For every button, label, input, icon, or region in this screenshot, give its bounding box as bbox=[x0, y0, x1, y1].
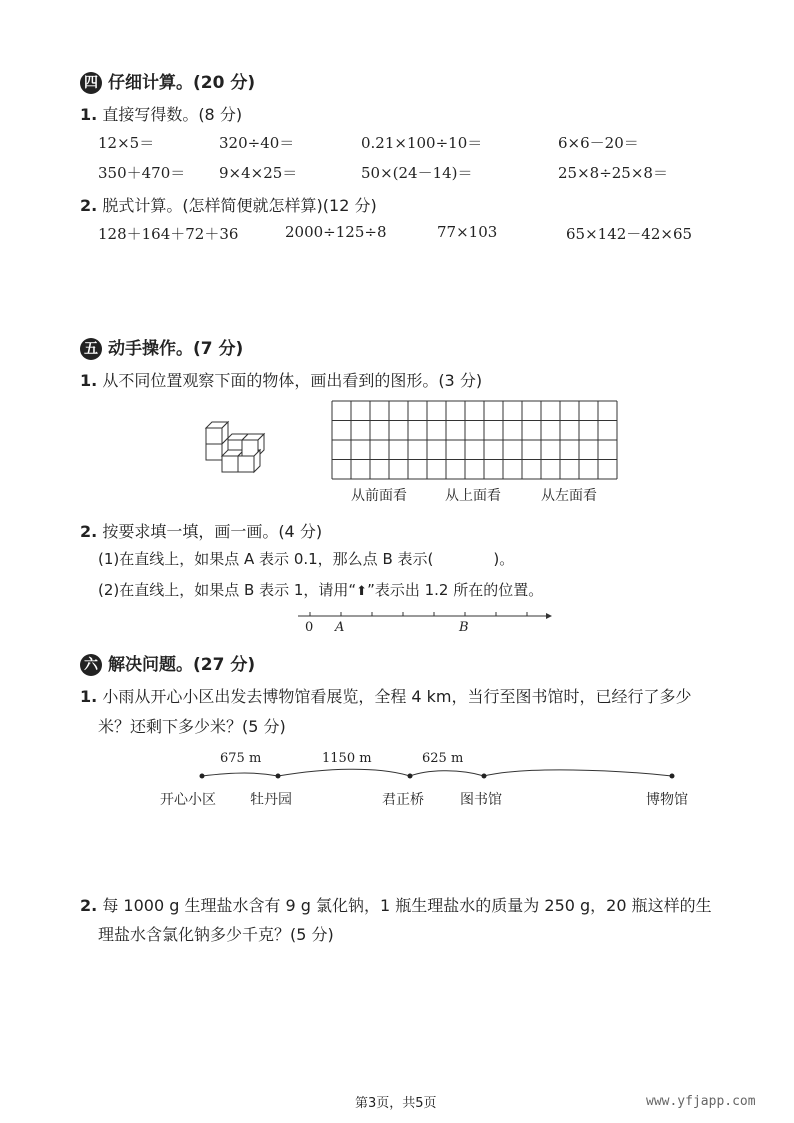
question-5-2 bbox=[80, 519, 322, 542]
calc-item: 320÷40＝ bbox=[219, 134, 295, 152]
section-6-title bbox=[80, 650, 255, 676]
page-number: 第3页，共5页 bbox=[355, 1096, 437, 1111]
sub-question-tail: ”表示出 1.2 所在的位置。 bbox=[367, 581, 544, 599]
calc-item: 25×8÷25×8＝ bbox=[558, 164, 668, 182]
section-5-title-text: 动手操作。(7 分) bbox=[108, 339, 244, 359]
question-number: 2. bbox=[80, 896, 98, 915]
question-4-1 bbox=[80, 102, 242, 125]
section-5-title bbox=[80, 334, 243, 360]
calc-expression: 77×103 bbox=[437, 223, 498, 241]
question-number: 1. bbox=[80, 687, 98, 706]
calc-expression: 128＋164＋72＋36 bbox=[98, 225, 239, 243]
question-text: 按要求填一填，画一画。(4 分) bbox=[102, 522, 323, 541]
calc-item: 350＋470＝ bbox=[98, 164, 186, 182]
calc-item: 0.21×100÷10＝ bbox=[361, 134, 483, 152]
distance-label: 1150 m bbox=[322, 751, 372, 766]
number-line-point-b: B bbox=[459, 620, 469, 635]
sub-question-2 bbox=[98, 579, 543, 600]
calc-item: 6×6－20＝ bbox=[558, 134, 639, 152]
number-line-point-a: A bbox=[335, 620, 345, 635]
grid-label-left: 从左面看 bbox=[541, 488, 597, 504]
question-6-1 bbox=[80, 684, 692, 707]
calc-item: 50×(24－14)＝ bbox=[361, 164, 473, 182]
question-text: 从不同位置观察下面的物体，画出看到的图形。(3 分) bbox=[102, 371, 483, 390]
watermark: www.yfjapp.com bbox=[646, 1094, 756, 1109]
drawing-grid bbox=[331, 400, 621, 481]
place-label: 博物馆 bbox=[646, 792, 688, 808]
grid-label-top: 从上面看 bbox=[445, 488, 501, 504]
section-4-title bbox=[80, 68, 255, 94]
calc-expression: 65×142－42×65 bbox=[566, 225, 693, 243]
question-text-line1: 每 1000 g 生理盐水含有 9 g 氯化钠，1 瓶生理盐水的质量为 250 g，20 瓶这样的生 bbox=[102, 896, 712, 915]
question-number: 1. bbox=[80, 371, 98, 390]
section-4-title-text: 仔细计算。(20 分) bbox=[108, 73, 256, 93]
question-text: 脱式计算。(怎样简便就怎样算)(12 分) bbox=[102, 196, 377, 215]
calc-expression: 2000÷125÷8 bbox=[285, 223, 387, 241]
number-line-zero: 0 bbox=[305, 620, 314, 635]
question-5-1 bbox=[80, 368, 482, 391]
sub-question-text: (1)在直线上，如果点 A 表示 0.1，那么点 B 表示( bbox=[98, 550, 434, 568]
section-6-badge: 六 bbox=[80, 654, 102, 676]
question-4-2 bbox=[80, 193, 377, 216]
section-4-badge: 四 bbox=[80, 72, 102, 94]
question-6-2 bbox=[80, 893, 712, 916]
question-text-line2: 理盐水含氯化钠多少千克？(5 分) bbox=[98, 925, 334, 944]
question-text: 直接写得数。(8 分) bbox=[102, 105, 243, 124]
section-6-title-text: 解决问题。(27 分) bbox=[108, 655, 256, 675]
question-text-line1: 小雨从开心小区出发去博物馆看展览，全程 4 km，当行至图书馆时，已经行了多少 bbox=[102, 687, 692, 706]
up-arrow-icon: ⬆ bbox=[356, 584, 368, 599]
question-number: 1. bbox=[80, 105, 98, 124]
question-text-line2: 米？还剩下多少米？(5 分) bbox=[98, 717, 286, 736]
distance-label: 675 m bbox=[220, 751, 262, 766]
grid-label-front: 从前面看 bbox=[351, 488, 407, 504]
place-label: 君正桥 bbox=[382, 792, 424, 808]
cube-stack-figure bbox=[198, 418, 278, 476]
distance-label: 625 m bbox=[422, 751, 464, 766]
sub-question-1 bbox=[98, 548, 514, 569]
question-number: 2. bbox=[80, 196, 98, 215]
section-5-badge: 五 bbox=[80, 338, 102, 360]
place-label: 图书馆 bbox=[460, 792, 502, 808]
place-label: 开心小区 bbox=[160, 792, 216, 808]
calc-item: 9×4×25＝ bbox=[219, 164, 298, 182]
question-number: 2. bbox=[80, 522, 98, 541]
calc-item: 12×5＝ bbox=[98, 134, 155, 152]
sub-question-tail: )。 bbox=[493, 550, 515, 568]
sub-question-text: (2)在直线上，如果点 B 表示 1，请用“ bbox=[98, 581, 357, 599]
place-label: 牡丹园 bbox=[250, 792, 292, 808]
